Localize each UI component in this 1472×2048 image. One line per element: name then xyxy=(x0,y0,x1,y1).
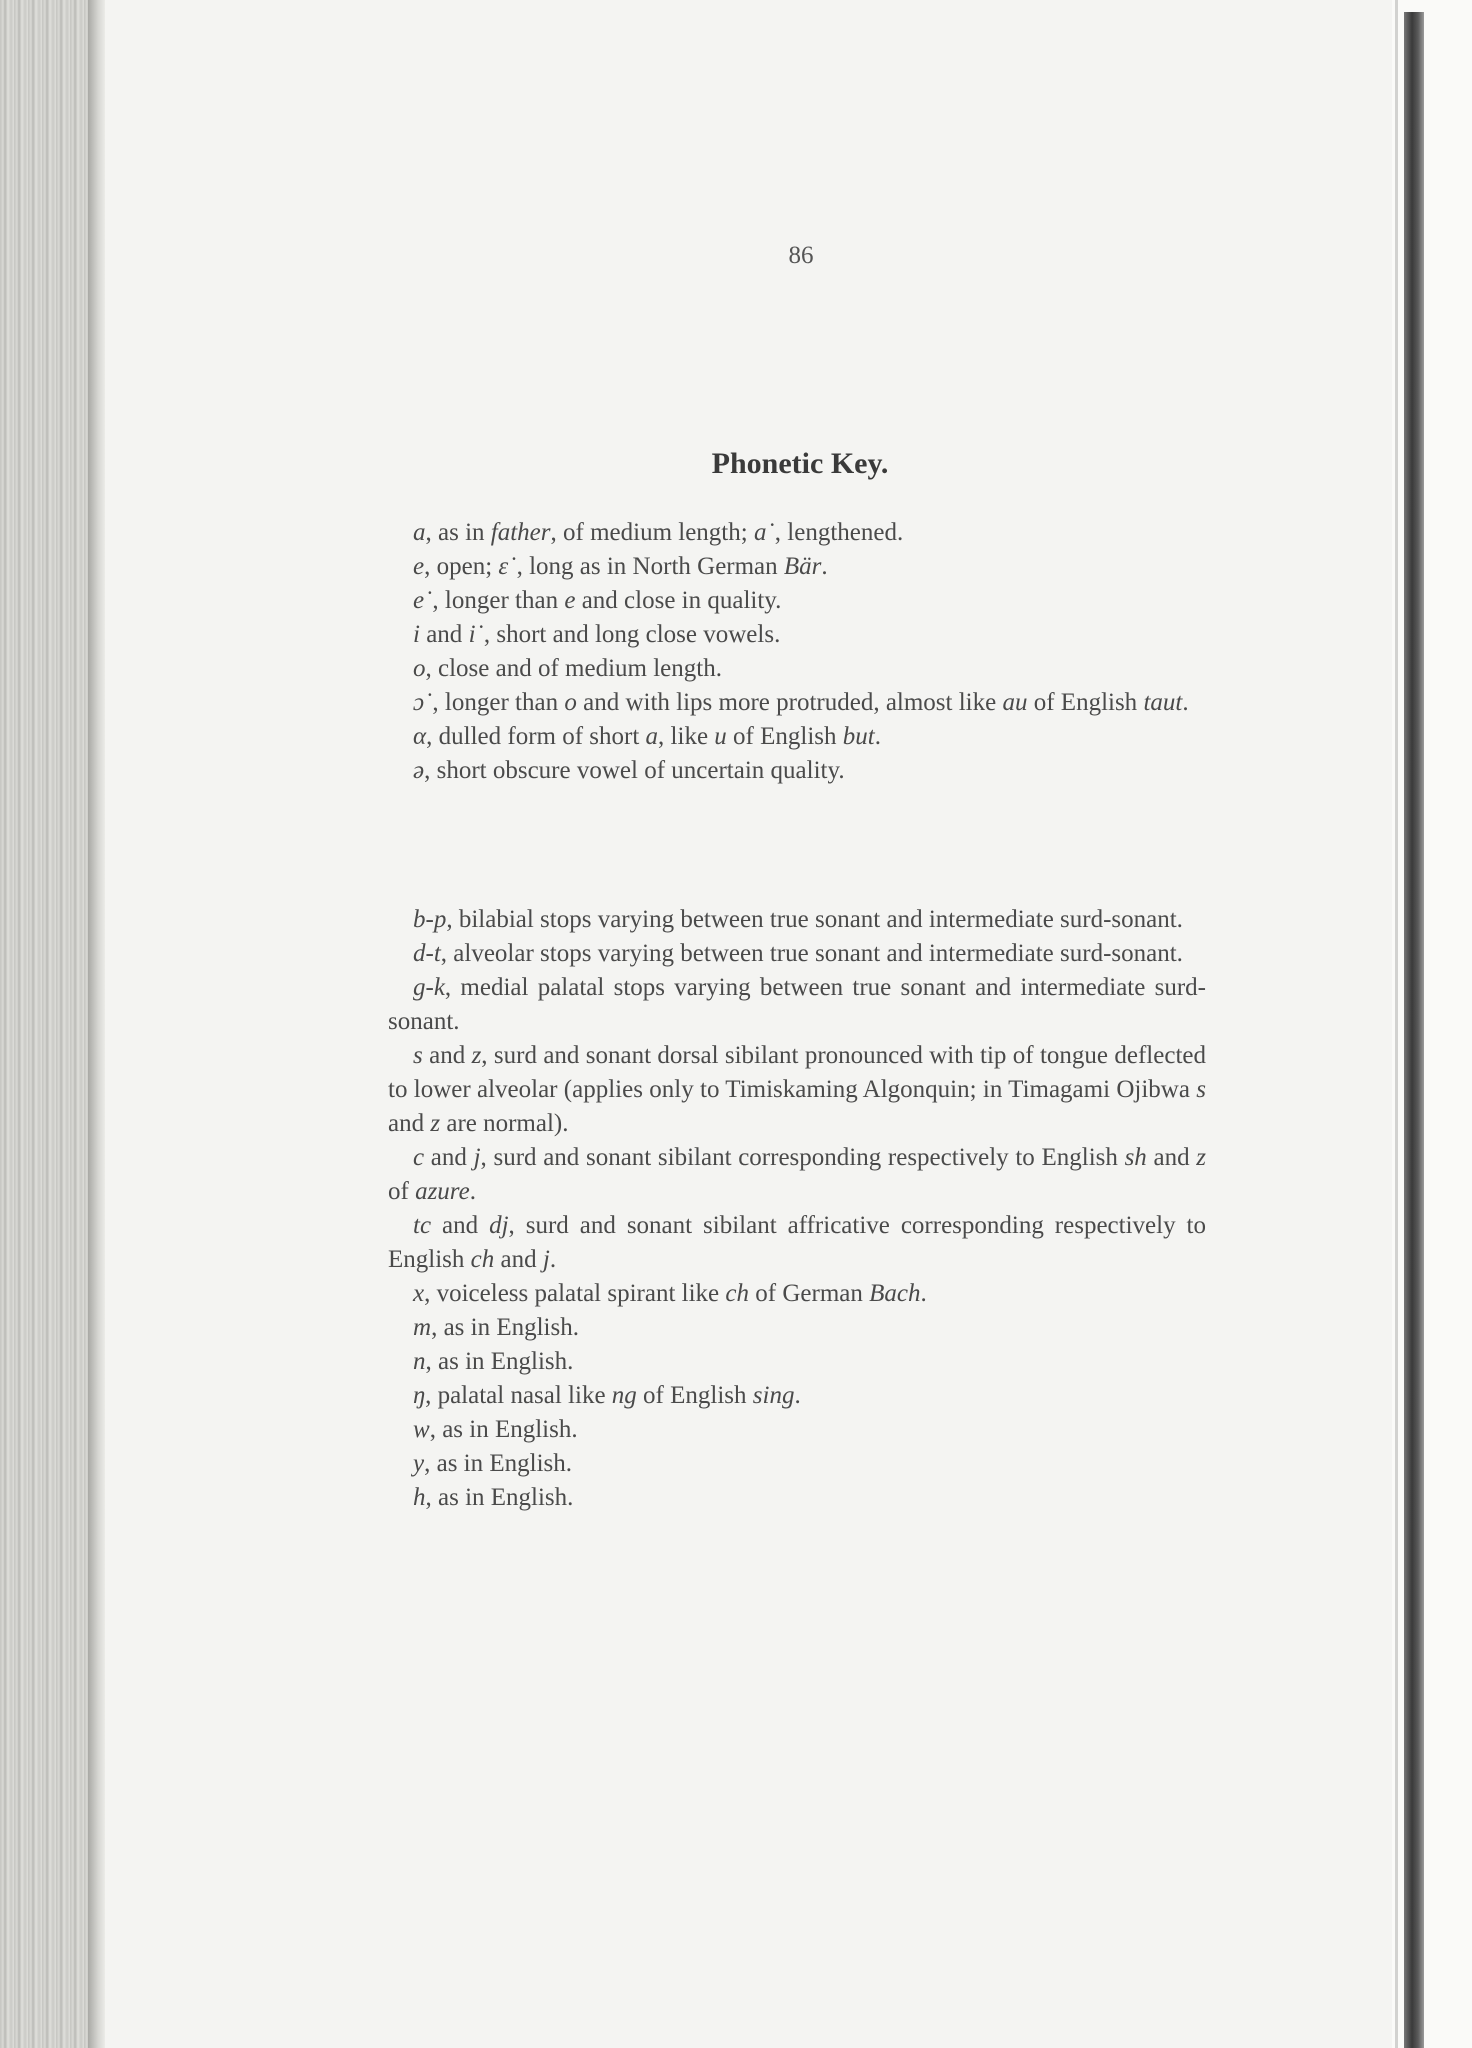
italic-text: ch xyxy=(725,1280,750,1307)
entry-text: , palatal nasal like xyxy=(425,1382,612,1409)
entry-text: , as in English. xyxy=(431,1314,579,1341)
entry-text: , as in English. xyxy=(429,1416,578,1443)
italic-text: Bär xyxy=(783,553,822,580)
page-number: 86 xyxy=(788,242,814,269)
italic-text: z xyxy=(1196,1144,1206,1171)
italic-text: e xyxy=(564,587,576,614)
consonant-entry xyxy=(388,937,1206,971)
italic-text: ng xyxy=(611,1382,637,1409)
italic-text: j xyxy=(473,1144,481,1171)
consonant-key-section xyxy=(388,903,1206,1515)
italic-text: sing xyxy=(752,1382,795,1409)
entry-text: . xyxy=(1182,689,1189,716)
italic-text: a xyxy=(413,519,426,546)
page-title: Phonetic Key. xyxy=(711,447,889,480)
consonant-entry xyxy=(388,1379,1206,1413)
entry-text: , lengthened. xyxy=(774,519,904,546)
italic-text: dj xyxy=(489,1212,509,1239)
vowel-entry xyxy=(388,584,1206,618)
italic-text: g-k xyxy=(413,974,445,1001)
entry-text: , as in English. xyxy=(425,1484,574,1511)
right-dark-border xyxy=(1404,12,1424,2048)
italic-text: z xyxy=(471,1042,482,1069)
entry-text: . xyxy=(794,1382,801,1409)
italic-text: i xyxy=(413,621,420,648)
consonant-entry xyxy=(388,1311,1206,1345)
italic-text: y xyxy=(413,1450,425,1477)
entry-text: , alveolar stops varying between true sonant and intermediate surd-sonant. xyxy=(440,940,1183,967)
entry-text: are normal). xyxy=(440,1110,569,1137)
italic-text: s xyxy=(413,1042,423,1069)
italic-text: o xyxy=(413,655,426,682)
entry-text: . xyxy=(469,1178,476,1205)
entry-text: and xyxy=(419,621,469,648)
consonant-entry xyxy=(388,1413,1206,1447)
entry-text: , short obscure vowel of uncertain quality. xyxy=(424,757,845,784)
entry-text: and xyxy=(424,1144,474,1171)
italic-text: sh xyxy=(1124,1144,1147,1171)
italic-text: a xyxy=(645,723,659,750)
entry-text: , longer than xyxy=(432,689,565,716)
vowel-entry xyxy=(388,652,1206,686)
entry-text: , surd and sonant sibilant corresponding respectively to English xyxy=(480,1144,1125,1171)
vowel-entry xyxy=(388,516,1206,550)
book-gutter-shadow xyxy=(88,0,105,2048)
italic-text: but xyxy=(842,723,875,750)
entry-text: and xyxy=(1146,1144,1197,1171)
entry-text: and xyxy=(388,1110,431,1137)
entry-text: , voiceless palatal spirant like xyxy=(424,1280,726,1307)
italic-text: m xyxy=(413,1314,432,1341)
entry-text: . xyxy=(874,723,881,750)
vowel-entry xyxy=(388,720,1206,754)
italic-text: h xyxy=(413,1484,426,1511)
entry-text: and close in quality. xyxy=(575,587,782,614)
consonant-entry xyxy=(388,903,1206,937)
consonant-entry xyxy=(388,1141,1206,1209)
entry-text: , short and long close vowels. xyxy=(483,621,781,648)
italic-text: ə xyxy=(413,757,425,784)
entry-text: , of medium length; xyxy=(550,519,754,546)
vowel-entry xyxy=(388,550,1206,584)
italic-text: ɔ˙ xyxy=(413,689,433,716)
italic-text: o xyxy=(564,689,577,716)
italic-text: Bach xyxy=(869,1280,921,1307)
italic-text: ɛ˙ xyxy=(498,553,517,580)
entry-text: of German xyxy=(749,1280,870,1307)
consonant-entry xyxy=(388,1039,1206,1141)
entry-text: of English xyxy=(636,1382,753,1409)
vowel-entry xyxy=(388,618,1206,652)
entry-text: , as in English. xyxy=(425,1348,574,1375)
italic-text: au xyxy=(1002,689,1028,716)
consonant-entry xyxy=(388,1481,1206,1515)
entry-text: and xyxy=(422,1042,472,1069)
entry-text: , long as in North German xyxy=(516,553,784,580)
italic-text: ŋ xyxy=(413,1382,426,1409)
consonant-entry xyxy=(388,1209,1206,1277)
vowel-entry xyxy=(388,754,1206,788)
italic-text: b-p xyxy=(413,906,447,933)
italic-text: j xyxy=(542,1246,550,1273)
entry-text: , open; xyxy=(424,553,499,580)
consonant-entry xyxy=(388,1447,1206,1481)
entry-text: of English xyxy=(726,723,843,750)
italic-text: azure xyxy=(415,1178,470,1205)
consonant-entry xyxy=(388,1277,1206,1311)
entry-text: , like xyxy=(658,723,715,750)
entry-text: , surd and sonant sibilant affricative corresponding respectively to English xyxy=(388,1212,1206,1273)
italic-text: u xyxy=(714,723,727,750)
entry-text: . xyxy=(549,1246,557,1273)
entry-text: and xyxy=(494,1246,543,1273)
consonant-entry xyxy=(388,971,1206,1039)
italic-text: z xyxy=(430,1110,441,1137)
italic-text: w xyxy=(413,1416,430,1443)
italic-text: x xyxy=(413,1280,425,1307)
italic-text: e xyxy=(413,553,425,580)
right-page-line xyxy=(1395,0,1398,2048)
entry-text: and xyxy=(431,1212,490,1239)
entry-text: , longer than xyxy=(432,587,565,614)
italic-text: taut xyxy=(1143,689,1183,716)
entry-text: of xyxy=(388,1178,416,1205)
entry-text: . xyxy=(821,553,828,580)
italic-text: d-t xyxy=(413,940,441,967)
entry-text: , close and of medium length. xyxy=(425,655,722,682)
entry-text: , as in xyxy=(425,519,491,546)
entry-text: of English xyxy=(1027,689,1144,716)
italic-text: s xyxy=(1196,1076,1206,1103)
entry-text: , bilabial stops varying between true sonant and intermediate surd-sonant. xyxy=(446,906,1183,933)
italic-text: n xyxy=(413,1348,426,1375)
entry-text: , as in English. xyxy=(424,1450,573,1477)
entry-text: , surd and sonant dorsal sibilant pronounced with tip of tongue deflected to lower alveolar (applies only to Timiskaming Algonquin; in Timagami Ojibwa xyxy=(388,1042,1206,1103)
consonant-entry xyxy=(388,1345,1206,1379)
italic-text: father xyxy=(490,519,551,546)
italic-text: α xyxy=(413,723,427,750)
italic-text: e˙ xyxy=(413,587,433,614)
entry-text: , dulled form of short xyxy=(426,723,646,750)
italic-text: tc xyxy=(413,1212,432,1239)
italic-text: a˙ xyxy=(753,519,775,546)
vowel-entry xyxy=(388,686,1206,720)
entry-text: . xyxy=(920,1280,927,1307)
italic-text: i˙ xyxy=(468,621,484,648)
italic-text: ch xyxy=(470,1246,495,1273)
entry-text: and with lips more protruded, almost like xyxy=(576,689,1003,716)
italic-text: c xyxy=(413,1144,425,1171)
entry-text: , medial palatal stops varying between true sonant and intermediate surd-sonant. xyxy=(388,974,1206,1035)
vowel-key-section xyxy=(388,516,1206,788)
